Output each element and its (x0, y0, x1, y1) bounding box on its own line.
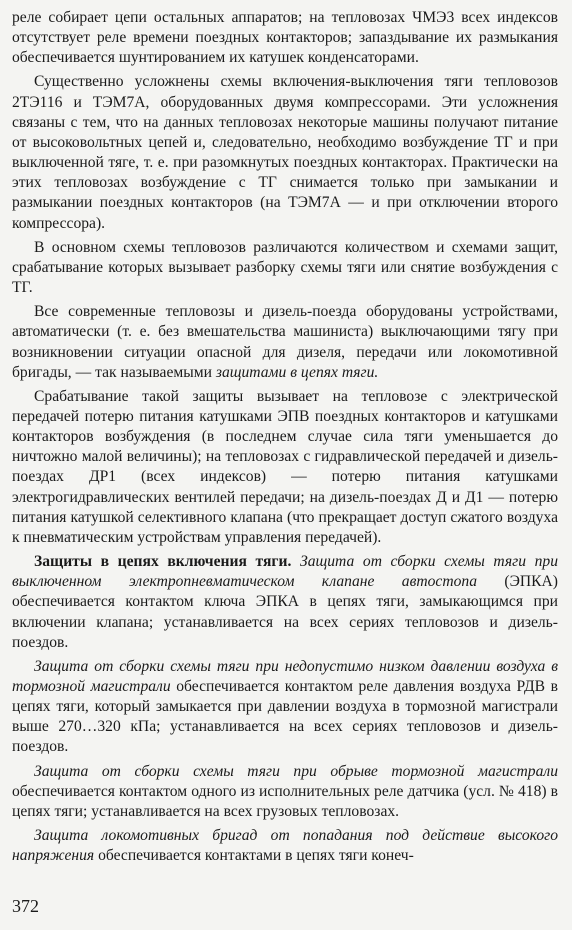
paragraph (12, 826, 558, 866)
italic-term: Защита от сборки схемы тяги при недопустимо низком давлении воздуха в тормозной магистрали (12, 657, 558, 695)
section-heading: Защиты в цепях включения тяги. (34, 553, 292, 571)
text-run: Срабатывание такой защиты вызывает на тепловозе с электрической передачей потерю питания катушками ЭПВ поездных контакторов и катушками контакторов возбуждения (в последнем случае сила тяги уменьшается до ничтожно малой величины); на тепловозах с гидравлической передачей и дизель-поездах ДР1 (всех индексов) — потерю питания катушками электрогидравлических вентилей передачи; на дизель-поездах Д и Д1 — потерю питания катушкой селективного клапана (что прекращает доступ сжатого воздуха к пневматическим устройствам управления передачей). (12, 387, 558, 546)
italic-term: Защита от сборки схемы тяги при выключенном электропневматическом клапане автостопа (12, 553, 558, 591)
paragraph (12, 302, 558, 383)
text-run: В основном схемы тепловозов различаются количеством и схемами защит, срабатывание которых вызывает разборку схемы тяги или снятие возбуждения с ТГ. (12, 238, 558, 297)
paragraph (12, 762, 558, 822)
text-run: реле собирает цепи остальных аппаратов; на тепловозах ЧМЭ3 всех индексов отсутствует реле времени поездных контакторов; запаздывание их размыкания обеспечивается шунтированием их катушек конденсаторами. (12, 9, 558, 67)
text-run: Все современные тепловозы и дизель-поезда оборудованы устройствами, автоматически (т. е. без вмешательства машиниста) выключающими тягу при возникновении ситуации опасной для дизеля, передачи или локомотивной бригады, — так называемыми (12, 303, 558, 381)
page-number: 372 (12, 896, 39, 916)
italic-term: защитами в цепях тяги. (215, 363, 379, 381)
paragraph (12, 552, 558, 653)
body-text (12, 8, 558, 866)
paragraph (12, 238, 558, 298)
text-run: (ЭПКА) обеспечивается контактом ключа ЭПКА в цепях тяги, замыкающимся при включении клапана; устанавливается на всех сериях тепловозов и дизель-поездов. (12, 573, 558, 651)
paragraph (12, 387, 558, 548)
text-run: Существенно усложнены схемы включения-выключения тяги тепловозов 2ТЭ116 и ТЭМ7А, оборудованных двумя компрессорами. Эти усложнения связаны с тем, что на данных тепловозах некоторые машины получают питание от высоковольтных цепей и, следовательно, необходимо возбуждение ТГ и при выключенной тяге, т. е. при разомкнутых поездных контакторах. Практически на этих тепловозах возбуждение с ТГ снимается только при замыкании и размыкании поездных контакторов (на ТЭМ7А — и при отключении второго компрессора). (12, 73, 558, 232)
italic-term: Защита локомотивных бригад от попадания под действие высокого напряжения (12, 827, 558, 865)
text-run: обеспечивается контактом одного из исполнительных реле датчика (усл. № 418) в цепях тяги; устанавливается на всех грузовых тепловозах. (12, 782, 558, 820)
paragraph (12, 657, 558, 758)
paragraph (12, 8, 558, 68)
text-run: обеспечивается контактом реле давления воздуха РДВ в цепях тяги, который замыкается при давлении воздуха в тормозной магистрали выше 270…320 кПа; устанавливается на всех сериях тепловозов и дизель-поездов. (12, 678, 559, 756)
text-run (291, 553, 300, 570)
italic-term: Защита от сборки схемы тяги при обрыве тормозной магистрали (34, 762, 558, 780)
paragraph (12, 72, 558, 233)
text-run: обеспечивается контактами в цепях тяги конеч- (94, 847, 414, 865)
